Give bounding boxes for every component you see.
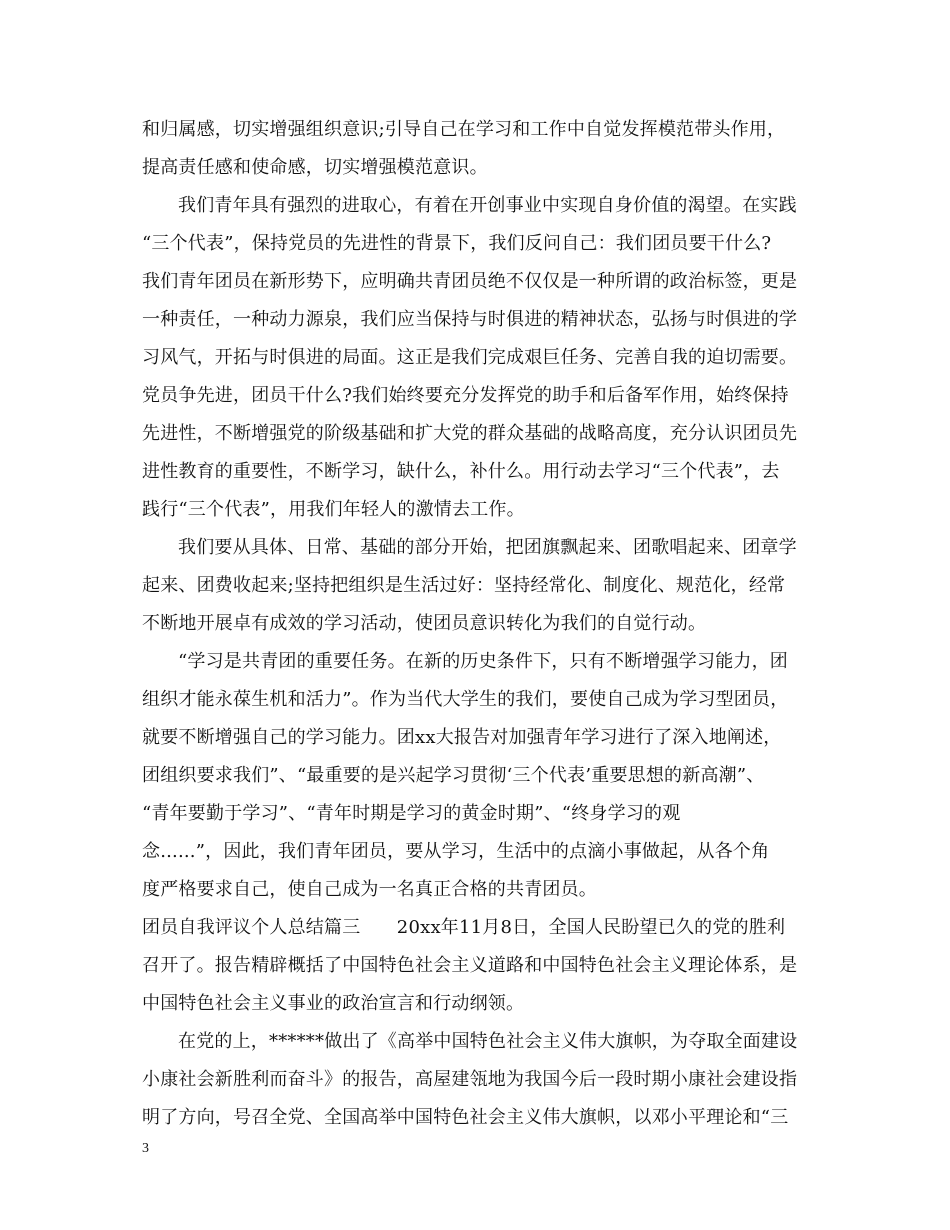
text-line: 进性教育的重要性，不断学习，缺什么，补什么。用行动去学习“三个代表”，去: [142, 461, 780, 482]
text-line: 起来、团费收起来;坚持把组织是生活过好：坚持经常化、制度化、规范化，经常: [142, 575, 786, 596]
text-line: 党员争先进，团员干什么?我们始终要充分发挥党的助手和后备军作用，始终保持: [142, 385, 789, 406]
text-line: “学习是共青团的重要任务。在新的历史条件下，只有不断增强学习能力，团: [178, 651, 788, 672]
text-line: 召开了。报告精辟概括了中国特色社会主义道路和中国特色社会主义理论体系，是: [142, 955, 798, 976]
text-line: 明了方向，号召全党、全国高举中国特色社会主义伟大旗帜，以邓小平理论和“三: [142, 1107, 789, 1128]
text-line: 习风气，开拓与时俱进的局面。这正是我们完成艰巨任务、完善自我的迫切需要。: [142, 347, 798, 368]
text-line: 践行“三个代表”，用我们年轻人的激情去工作。: [142, 499, 525, 520]
text-line: 我们要从具体、日常、基础的部分开始，把团旗飘起来、团歌唱起来、团章学: [178, 537, 797, 558]
text-line: 提高责任感和使命感，切实增强模范意识。: [142, 157, 488, 178]
text-line: “青年要勤于学习”、“青年时期是学习的黄金时期”、“终身学习的观: [142, 803, 681, 824]
section-heading-line: 团员自我评议个人总结篇三 20xx年11月8日，全国人民盼望已久的党的胜利: [142, 917, 786, 938]
text-line: 中国特色社会主义事业的政治宣言和行动纲领。: [142, 993, 525, 1014]
text-line: 和归属感，切实增强组织意识;引导自己在学习和工作中自觉发挥模范带头作用，: [142, 119, 786, 140]
text-line: 我们青年团员在新形势下，应明确共青团员绝不仅仅是一种所谓的政治标签，更是: [142, 271, 798, 292]
text-line: 我们青年具有强烈的进取心，有着在开创事业中实现自身价值的渴望。在实践: [178, 195, 797, 216]
page-number: 3: [142, 1141, 149, 1156]
text-line: 一种责任，一种动力源泉，我们应当保持与时俱进的精神状态，弘扬与时俱进的学: [142, 309, 798, 330]
text-line: 小康社会新胜利而奋斗》的报告，高屋建瓴地为我国今后一段时期小康社会建设指: [142, 1069, 798, 1090]
text-line: 先进性，不断增强党的阶级基础和扩大党的群众基础的战略高度，充分认识团员先: [142, 423, 798, 444]
text-line: 度严格要求自己，使自己成为一名真正合格的共青团员。: [142, 879, 597, 900]
text-line: 就要不断增强自己的学习能力。团xx大报告对加强青年学习进行了深入地阐述，: [142, 727, 782, 748]
text-line: 组织才能永葆生机和活力”。作为当代大学生的我们，要使自己成为学习型团员，: [142, 689, 789, 710]
text-line: 团组织要求我们”、“最重要的是兴起学习贯彻‘三个代表’重要思想的新高潮”、: [142, 765, 765, 786]
text-line: “三个代表”，保持党员的先进性的背景下，我们反问自己：我们团员要干什么?: [142, 233, 772, 254]
text-line: 在党的上，******做出了《高举中国特色社会主义伟大旗帜，为夺取全面建设: [178, 1031, 798, 1052]
text-line: 不断地开展卓有成效的学习活动，使团员意识转化为我们的自觉行动。: [142, 613, 707, 634]
text-line: 念......”，因此，我们青年团员，要从学习，生活中的点滴小事做起，从各个角: [142, 841, 770, 862]
